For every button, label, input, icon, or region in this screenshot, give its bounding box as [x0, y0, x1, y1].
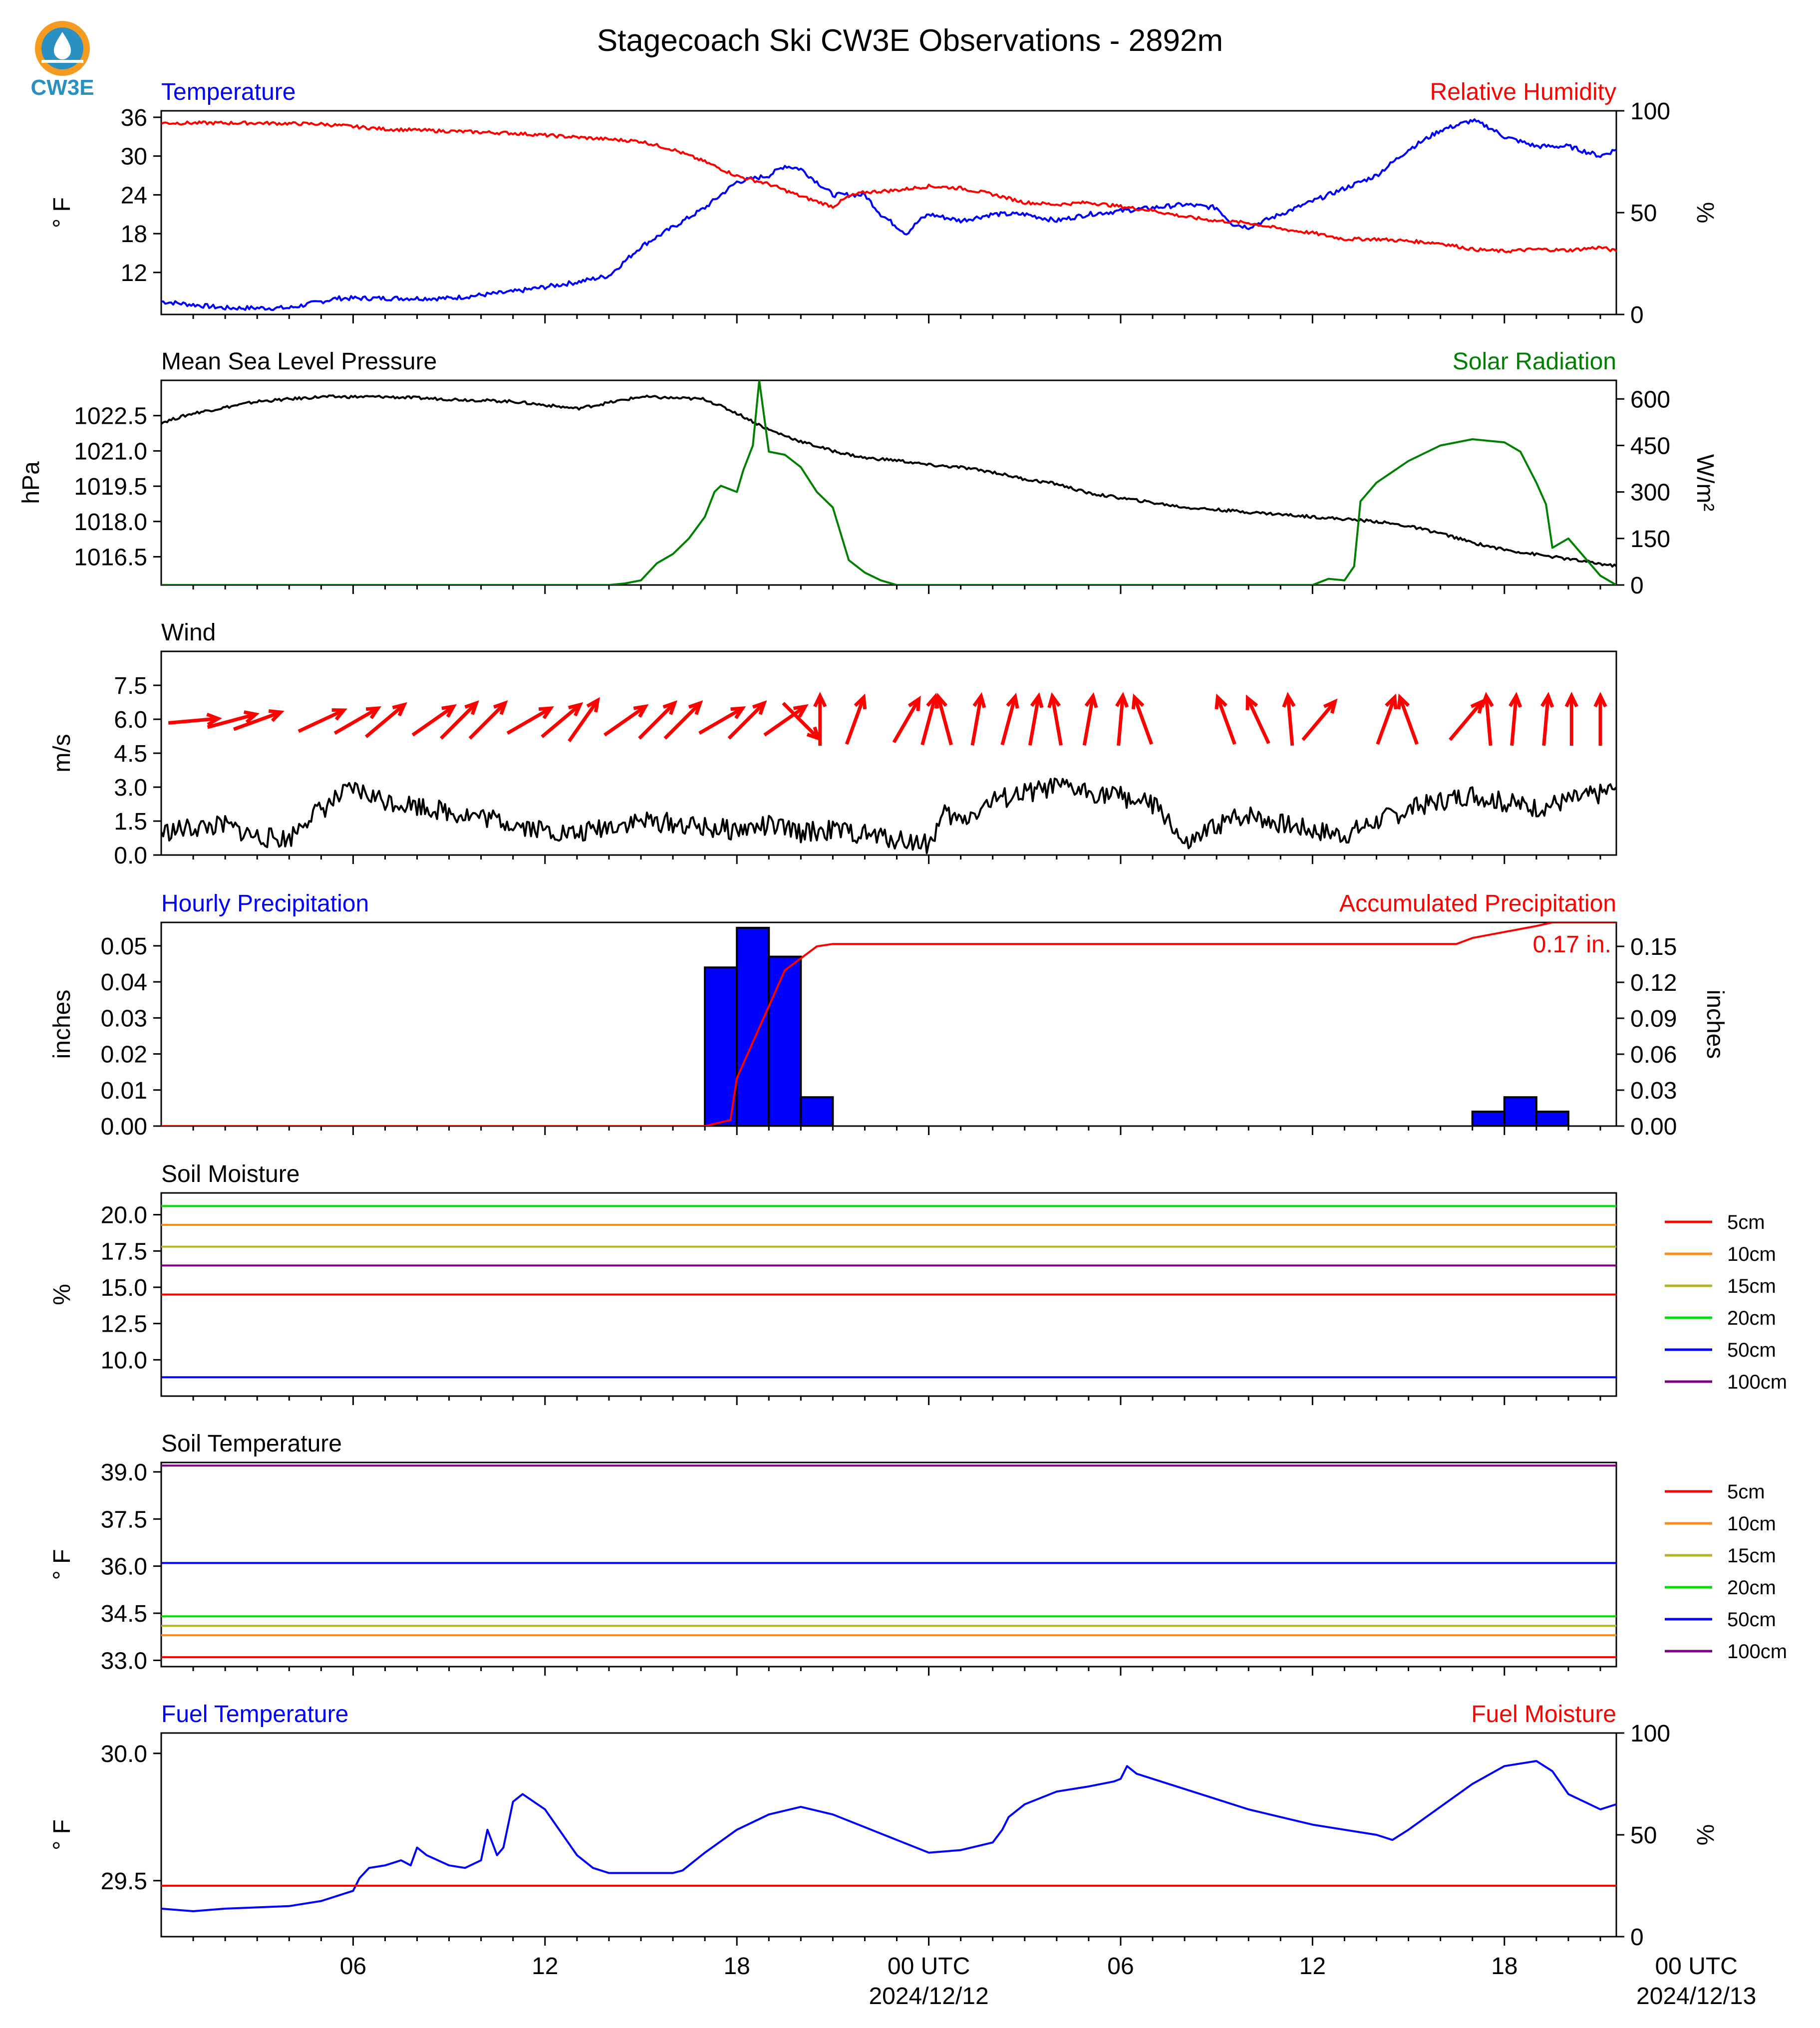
- legend-label: 5cm: [1727, 1211, 1765, 1233]
- time-tick-label: 18: [723, 1953, 750, 1980]
- y-tick-label-right: 600: [1630, 386, 1671, 413]
- y-tick-label-right: 0.00: [1630, 1114, 1677, 1140]
- y-tick-label: 30: [120, 143, 147, 170]
- y-tick-label: 0.01: [100, 1077, 147, 1104]
- time-tick-label: 06: [1107, 1953, 1134, 1980]
- y-tick-label: 33.0: [100, 1648, 147, 1675]
- precip-bar: [1505, 1097, 1536, 1126]
- precip-bar: [705, 967, 737, 1126]
- precip-bar: [769, 957, 801, 1126]
- y-tick-label: 10.0: [100, 1347, 147, 1374]
- y-tick-label: 0.04: [100, 969, 147, 996]
- logo-wave: [41, 60, 83, 63]
- y-tick-label-right: 150: [1630, 526, 1671, 553]
- precip-bar: [801, 1097, 833, 1126]
- figure-title: Stagecoach Ski CW3E Observations - 2892m: [597, 23, 1223, 58]
- y-tick-label: 36: [120, 104, 147, 131]
- y-tick-label-right: 300: [1630, 479, 1671, 506]
- y-tick-label: 12: [120, 260, 147, 287]
- legend-label: 100cm: [1727, 1641, 1788, 1663]
- precip-bar: [1473, 1112, 1505, 1126]
- cw3e-logo: [30, 21, 94, 100]
- precip-bar: [737, 928, 769, 1126]
- panel-title-right: Solar Radiation: [1452, 348, 1616, 375]
- legend-label: 20cm: [1727, 1307, 1776, 1329]
- y-tick-label-right: 0.06: [1630, 1042, 1677, 1068]
- y-tick-label-right: 450: [1630, 433, 1671, 460]
- y-axis-label: inches: [49, 989, 75, 1059]
- y-tick-label: 20.0: [100, 1202, 147, 1229]
- y-tick-label: 37.5: [100, 1506, 147, 1533]
- y-tick-label: 12.5: [100, 1311, 147, 1338]
- panel-title-right: Relative Humidity: [1430, 79, 1616, 105]
- y-tick-label-right: 50: [1630, 200, 1657, 227]
- y-tick-label-right: 0: [1630, 302, 1644, 328]
- y-axis-label-right: %: [1692, 1824, 1718, 1846]
- y-tick-label: 0.00: [100, 1114, 147, 1140]
- y-tick-label: 15.0: [100, 1274, 147, 1301]
- legend-label: 10cm: [1727, 1243, 1776, 1265]
- panel-title-left: Temperature: [161, 79, 296, 105]
- y-tick-label: 1018.0: [74, 509, 147, 536]
- panel-title-left: Hourly Precipitation: [161, 890, 369, 917]
- panel-title-left: Fuel Temperature: [161, 1701, 349, 1728]
- panel-title-right: Fuel Moisture: [1471, 1701, 1616, 1728]
- y-tick-label: 4.5: [114, 741, 147, 767]
- y-tick-label: 1.5: [114, 809, 147, 835]
- y-tick-label: 24: [120, 182, 147, 209]
- y-axis-label-right: inches: [1702, 989, 1728, 1059]
- legend-label: 50cm: [1727, 1609, 1776, 1631]
- y-tick-label: 7.5: [114, 673, 147, 699]
- legend-label: 100cm: [1727, 1371, 1788, 1393]
- logo-text: CW3E: [30, 75, 94, 100]
- y-tick-label: 0.03: [100, 1005, 147, 1032]
- y-tick-label: 0.02: [100, 1041, 147, 1068]
- y-tick-label-right: 0.09: [1630, 1006, 1677, 1032]
- time-tick-label: 06: [339, 1953, 367, 1980]
- y-tick-label: 17.5: [100, 1238, 147, 1265]
- y-tick-label: 29.5: [100, 1868, 147, 1895]
- y-tick-label-right: 100: [1630, 1721, 1671, 1747]
- y-axis-label: m/s: [49, 734, 75, 773]
- legend-label: 50cm: [1727, 1339, 1776, 1361]
- y-tick-label: 1016.5: [74, 544, 147, 571]
- legend-label: 20cm: [1727, 1577, 1776, 1599]
- y-axis-label: ° F: [49, 197, 75, 228]
- y-tick-label-right: 0.15: [1630, 934, 1677, 960]
- y-tick-label: 0.0: [114, 843, 147, 869]
- y-tick-label: 1022.5: [74, 403, 147, 430]
- time-tick-label: 18: [1491, 1953, 1518, 1980]
- panel-title-left: Wind: [161, 619, 216, 646]
- time-tick-label: 00 UTC: [1655, 1953, 1738, 1980]
- y-axis-label-right: W/m²: [1692, 454, 1718, 512]
- time-tick-label: 12: [1299, 1953, 1326, 1980]
- y-tick-label-right: 50: [1630, 1822, 1657, 1849]
- legend-label: 10cm: [1727, 1513, 1776, 1535]
- time-tick-label: 00 UTC: [887, 1953, 970, 1980]
- precip-bar: [1536, 1112, 1568, 1126]
- y-tick-label-right: 100: [1630, 98, 1671, 125]
- panel-title-right: Accumulated Precipitation: [1339, 890, 1616, 917]
- y-tick-label: 18: [120, 221, 147, 248]
- y-tick-label: 39.0: [100, 1459, 147, 1486]
- y-axis-label: ° F: [49, 1549, 75, 1580]
- time-tick-date: 2024/12/12: [869, 1983, 989, 2010]
- y-tick-label: 3.0: [114, 775, 147, 801]
- y-tick-label: 6.0: [114, 707, 147, 733]
- panel-title-left: Soil Temperature: [161, 1431, 342, 1457]
- panel-title-left: Soil Moisture: [161, 1161, 300, 1187]
- y-tick-label-right: 0.03: [1630, 1078, 1677, 1104]
- y-tick-label: 1021.0: [74, 438, 147, 465]
- y-tick-label: 1019.5: [74, 474, 147, 501]
- y-axis-label-right: %: [1692, 202, 1718, 224]
- accumulated-total-label: 0.17 in.: [1532, 931, 1611, 958]
- legend-label: 15cm: [1727, 1275, 1776, 1297]
- y-tick-label: 30.0: [100, 1740, 147, 1767]
- y-tick-label-right: 0: [1630, 573, 1644, 599]
- time-tick-label: 12: [532, 1953, 559, 1980]
- y-tick-label: 0.05: [100, 933, 147, 960]
- legend-label: 5cm: [1727, 1481, 1765, 1503]
- y-axis-label: %: [49, 1284, 75, 1305]
- y-tick-label-right: 0.12: [1630, 970, 1677, 996]
- y-tick-label-right: 0: [1630, 1924, 1644, 1951]
- y-axis-label: hPa: [18, 461, 44, 504]
- legend-label: 15cm: [1727, 1545, 1776, 1567]
- panel-title-left: Mean Sea Level Pressure: [161, 348, 437, 375]
- y-tick-label: 34.5: [100, 1601, 147, 1628]
- y-axis-label: ° F: [49, 1819, 75, 1850]
- y-tick-label: 36.0: [100, 1553, 147, 1580]
- time-tick-date: 2024/12/13: [1636, 1983, 1757, 2010]
